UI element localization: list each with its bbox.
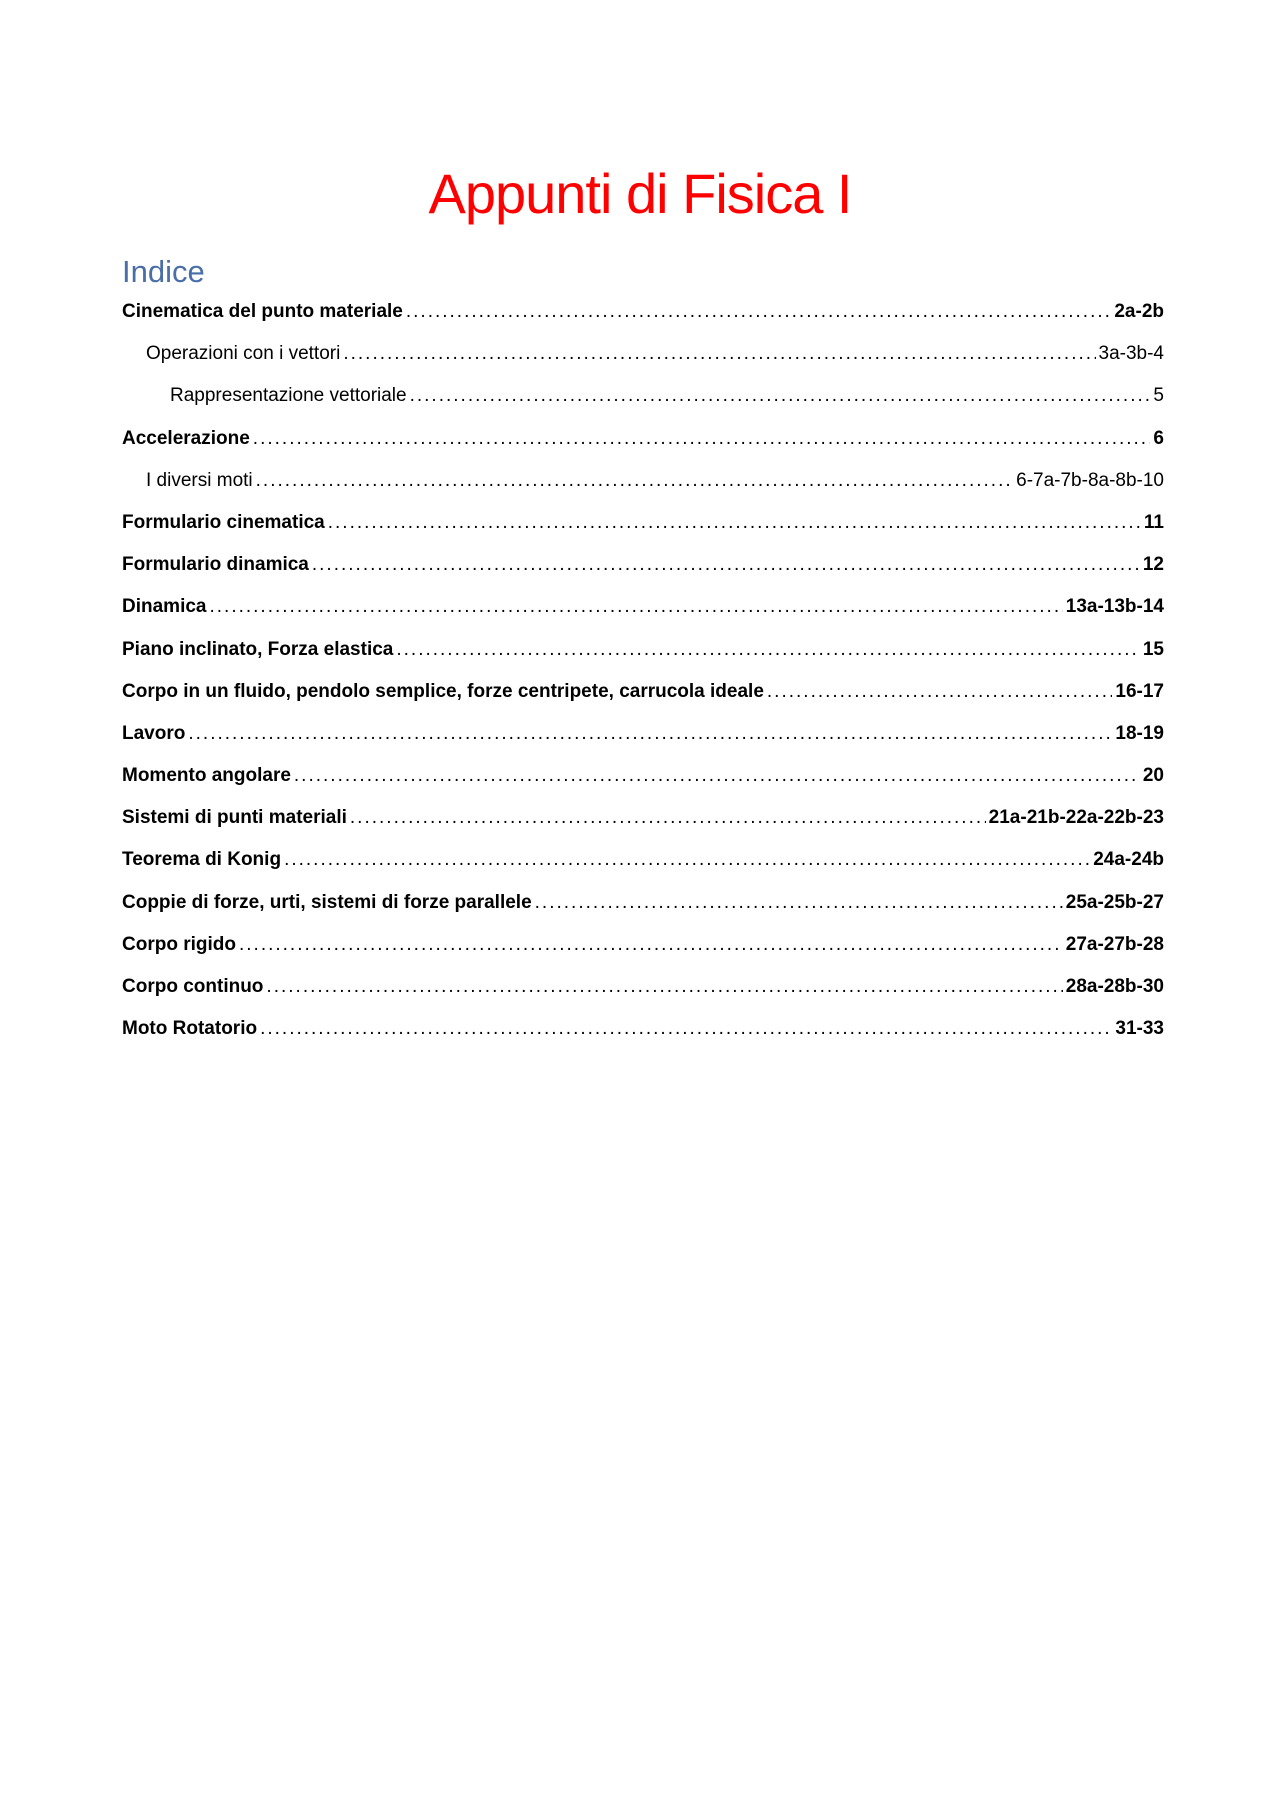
toc-entry-label: Teorema di Konig <box>122 849 282 871</box>
toc-dot-leader <box>284 839 1090 881</box>
toc-entry[interactable] <box>122 924 1164 966</box>
toc-entry[interactable] <box>122 418 1164 460</box>
toc-entry-label: Momento angolare <box>122 765 291 787</box>
toc-entry-label: Corpo in un fluido, pendolo semplice, forze centripete, carrucola ideale <box>122 680 764 702</box>
toc-entry[interactable] <box>122 671 1164 713</box>
toc-entry-label: Formulario cinematica <box>122 511 325 533</box>
toc-dot-leader <box>410 375 1151 417</box>
toc-dot-leader <box>266 966 1062 1008</box>
toc-entry-page: 15 <box>1142 638 1164 660</box>
toc-entry-page: 25a-25b-27 <box>1065 891 1164 913</box>
toc-entry-page: 31-33 <box>1115 1018 1164 1040</box>
toc-entry[interactable] <box>122 755 1164 797</box>
toc-entry-label: Corpo continuo <box>122 976 264 997</box>
toc-dot-leader <box>239 924 1063 966</box>
toc-entry-label: Lavoro <box>122 722 186 744</box>
toc-entry-page: 13a-13b-14 <box>1065 596 1164 618</box>
toc-entry-page: 3a-3b-4 <box>1098 343 1164 365</box>
toc-dot-leader <box>343 333 1095 375</box>
toc-dot-leader <box>350 797 986 839</box>
toc-dot-leader <box>209 586 1062 628</box>
toc-entry-label: Cinematica del punto materiale <box>122 301 403 322</box>
toc-entry[interactable] <box>122 797 1164 839</box>
toc-entry[interactable] <box>122 882 1164 924</box>
toc-dot-leader <box>396 629 1140 671</box>
toc-entry[interactable] <box>122 333 1164 375</box>
toc-entry-page: 24a-24b <box>1093 849 1164 871</box>
toc-entry[interactable] <box>122 839 1164 881</box>
toc-entry-page: 11 <box>1143 511 1164 533</box>
toc-entry-page: 28a-28b-30 <box>1065 976 1164 997</box>
toc-entry-label: Piano inclinato, Forza elastica <box>122 638 394 660</box>
toc-entry-page: 6-7a-7b-8a-8b-10 <box>1016 469 1164 491</box>
toc-entry[interactable] <box>122 1008 1164 1050</box>
toc-entry-label: Accelerazione <box>122 427 250 449</box>
toc-entry[interactable] <box>122 544 1164 586</box>
toc-entry-label: Moto Rotatorio <box>122 1018 258 1040</box>
toc-dot-leader <box>294 755 1140 797</box>
toc-entry-page: 21a-21b-22a-22b-23 <box>988 807 1164 829</box>
toc-dot-leader <box>535 882 1063 924</box>
toc-dot-leader <box>256 460 1013 502</box>
toc-entry-label: Formulario dinamica <box>122 554 309 576</box>
toc-entry-page: 18-19 <box>1115 722 1164 744</box>
toc-entry[interactable] <box>122 586 1164 628</box>
toc-dot-leader <box>328 502 1141 544</box>
toc-entry[interactable] <box>122 460 1164 502</box>
toc-dot-leader <box>767 671 1113 713</box>
toc-dot-leader <box>188 713 1112 755</box>
toc-entry-page: 12 <box>1142 554 1164 576</box>
toc-entry-label: Dinamica <box>122 596 207 618</box>
toc-entry[interactable] <box>122 713 1164 755</box>
toc-entry-label: I diversi moti <box>146 469 253 491</box>
document-title: Appunti di Fisica I <box>428 162 852 225</box>
toc-entry-page: 5 <box>1153 385 1164 407</box>
toc-dot-leader <box>260 1008 1112 1050</box>
toc-entry[interactable] <box>122 966 1164 1008</box>
toc-heading: Indice <box>122 254 205 289</box>
toc-dot-leader <box>406 291 1112 333</box>
toc-entry-page: 2a-2b <box>1114 301 1164 322</box>
toc-entry-page: 20 <box>1142 765 1164 787</box>
toc-entry-label: Operazioni con i vettori <box>146 343 341 365</box>
toc-entry-page: 6 <box>1153 427 1164 449</box>
toc-entry[interactable] <box>122 291 1164 333</box>
toc-entry-label: Corpo rigido <box>122 933 236 955</box>
toc-entry-label: Sistemi di punti materiali <box>122 807 347 829</box>
toc-dot-leader <box>253 418 1151 460</box>
toc-dot-leader <box>312 544 1140 586</box>
table-of-contents <box>122 291 1164 1050</box>
toc-entry-label: Rappresentazione vettoriale <box>170 385 407 407</box>
toc-entry[interactable] <box>122 375 1164 417</box>
toc-entry-label: Coppie di forze, urti, sistemi di forze parallele <box>122 891 532 913</box>
toc-entry[interactable] <box>122 502 1164 544</box>
toc-entry-page: 16-17 <box>1115 680 1164 702</box>
toc-entry[interactable] <box>122 629 1164 671</box>
toc-entry-page: 27a-27b-28 <box>1065 933 1164 955</box>
